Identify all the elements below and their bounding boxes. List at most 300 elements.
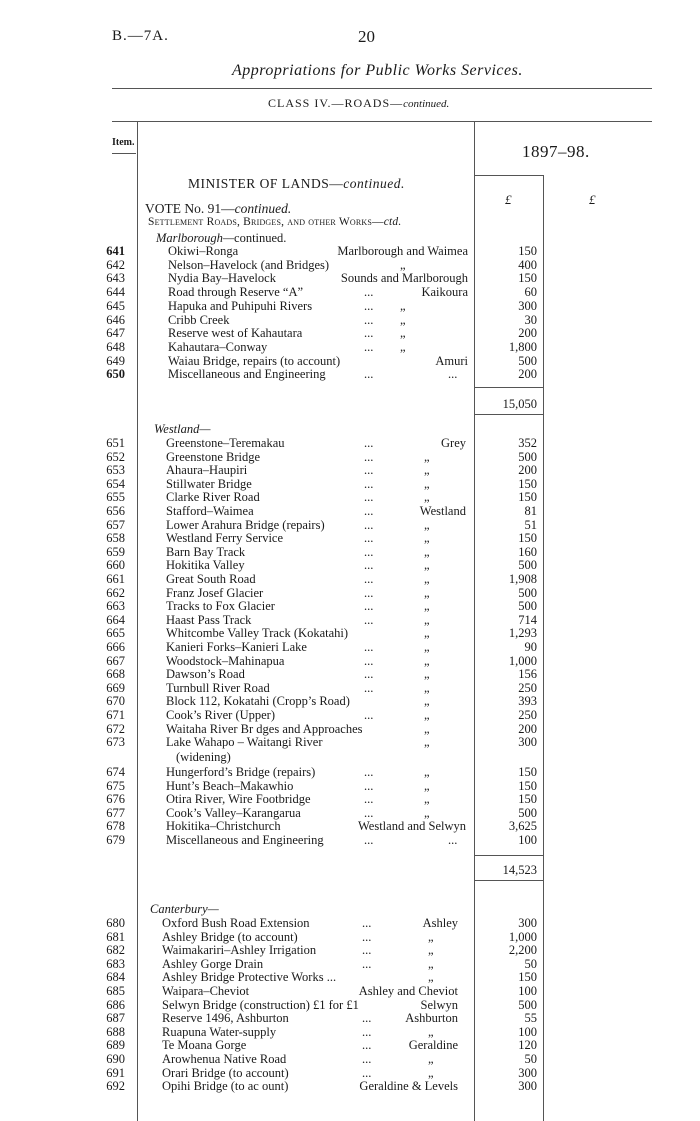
item-number: 678	[106, 819, 125, 834]
item-description: Franz Josef Glacier	[166, 585, 264, 600]
item-description: Westland Ferry Service	[166, 531, 284, 546]
item-amount: 100	[518, 1024, 537, 1039]
leader-dots: ...	[364, 504, 374, 518]
item-description: Kanieri Forks–Kanieri Lake	[166, 640, 307, 654]
item-description: Ahaura–Haupiri	[166, 463, 248, 478]
page-title: Appropriations for Public Works Services.	[232, 62, 523, 79]
item-description: Hapuka and Puhipuhi Rivers	[168, 298, 313, 313]
leader-dots: ...	[364, 708, 374, 722]
item-number: 642	[106, 257, 125, 272]
table-row	[0, 477, 700, 491]
electorate: „	[424, 531, 430, 546]
vote-heading-main: VOTE No. 91—	[145, 201, 235, 216]
item-amount: 250	[518, 708, 537, 722]
electorate: „	[424, 599, 430, 614]
item-description: Nydia Bay–Havelock	[168, 271, 276, 286]
item-description: Lake Wahapo – Waitangi River	[166, 735, 323, 750]
minister-heading-main: MINISTER OF LANDS—	[188, 176, 344, 191]
electorate: „	[424, 680, 430, 695]
item-amount: 500	[518, 353, 537, 368]
item-amount: 150	[518, 271, 537, 286]
item-number: 646	[106, 312, 125, 327]
table-row	[0, 463, 700, 477]
item-description: Woodstock–Mahinapua	[166, 653, 285, 668]
table-row	[0, 599, 700, 613]
item-amount: 500	[518, 449, 537, 464]
item-amount: 300	[518, 735, 537, 750]
item-description: Barn Bay Track	[166, 544, 246, 559]
item-amount: 1,000	[508, 653, 537, 668]
item-description: Waipara–Cheviot	[162, 984, 250, 998]
item-description: Greenstone–Teremakau	[166, 436, 285, 450]
table-row	[0, 735, 700, 749]
item-description: Hokitika Valley	[166, 558, 245, 573]
marlborough-subtotal-rule	[474, 387, 544, 388]
item-description: Waimakariri–Ashley Irrigation	[162, 943, 317, 958]
item-number: 683	[106, 956, 125, 971]
item-description: Waiau Bridge, repairs (to account)	[168, 353, 341, 368]
electorate: Geraldine & Levels	[359, 1079, 458, 1094]
item-number: 641	[106, 244, 125, 258]
electorate: „	[428, 1052, 434, 1066]
electorate: „	[400, 339, 406, 354]
table-row	[0, 244, 700, 258]
item-column-header: Item.	[112, 137, 135, 148]
item-number: 660	[106, 558, 125, 573]
table-row	[0, 765, 700, 779]
item-number: 684	[106, 970, 125, 985]
year-column-header: 1897–98.	[522, 142, 590, 161]
item-description: Block 112, Kokatahi (Cropp’s Road)	[166, 694, 350, 709]
item-description: Greenstone Bridge	[166, 449, 261, 464]
item-number: 658	[106, 531, 125, 546]
leader-dots: ...	[362, 1024, 372, 1039]
electorate: „	[424, 476, 430, 491]
item-number: 648	[106, 339, 125, 354]
item-amount: 150	[518, 490, 537, 505]
table-row	[0, 806, 700, 820]
item-description: Arowhenua Native Road	[162, 1052, 287, 1066]
table-row	[0, 930, 700, 944]
table-row	[0, 545, 700, 559]
item-number: 662	[106, 585, 125, 600]
table-row	[0, 1038, 700, 1052]
settlement-heading	[148, 216, 401, 228]
electorate: ...	[448, 367, 458, 382]
item-number: 663	[106, 599, 125, 614]
item-number: 689	[106, 1038, 125, 1053]
item-number: 668	[106, 667, 125, 682]
item-number: 655	[106, 490, 125, 505]
item-amount: 55	[524, 1011, 537, 1026]
leader-dots: ...	[364, 463, 374, 478]
table-row	[0, 708, 700, 722]
table-row	[0, 1025, 700, 1039]
item-description: Clarke River Road	[166, 490, 260, 505]
leader-dots: ...	[364, 531, 374, 546]
item-amount: 100	[518, 833, 537, 847]
item-description: Nelson–Havelock (and Bridges)	[168, 257, 330, 272]
pound-sign-1: £	[505, 192, 512, 207]
item-description: Hokitika–Christchurch	[166, 819, 281, 834]
item-amount: 1,908	[508, 572, 537, 586]
table-row	[0, 792, 700, 806]
item-amount: 400	[518, 257, 537, 272]
item-amount: 2,200	[508, 943, 537, 958]
electorate: „	[428, 956, 434, 971]
leader-dots: ...	[364, 599, 374, 614]
electorate: „	[428, 970, 434, 985]
electorate: „	[424, 653, 430, 668]
table-top-rule	[112, 121, 652, 122]
item-amount: 60	[524, 285, 537, 300]
item-number: 672	[106, 721, 125, 736]
leader-dots: ...	[364, 490, 374, 505]
electorate: „	[424, 765, 430, 779]
westland-total-rule	[474, 880, 544, 881]
item-description: Kahautara–Conway	[168, 339, 268, 354]
electorate: „	[424, 585, 430, 600]
electorate: „	[424, 463, 430, 478]
item-amount: 150	[518, 765, 537, 779]
electorate: „	[424, 544, 430, 559]
electorate: Sounds and Marlborough	[340, 271, 468, 286]
electorate: Selwyn	[420, 997, 458, 1012]
leader-dots: ...	[362, 1052, 372, 1066]
leader-dots: ...	[364, 544, 374, 559]
electorate: „	[428, 943, 434, 958]
leader-dots: ...	[364, 326, 374, 341]
table-row	[0, 626, 700, 640]
item-description: Cook’s River (Upper)	[166, 708, 276, 722]
item-number: 659	[106, 544, 125, 559]
item-number: 675	[106, 778, 125, 793]
item-amount: 150	[518, 244, 537, 258]
item-header-rule	[112, 153, 136, 154]
header-rule	[112, 88, 652, 89]
item-description: Cribb Creek	[168, 312, 230, 327]
item-description: Ashley Gorge Drain	[162, 956, 264, 971]
item-amount: 500	[518, 805, 537, 820]
item-description: Lower Arahura Bridge (repairs)	[166, 517, 325, 532]
leader-dots: ...	[362, 943, 372, 958]
leader-dots: ...	[364, 585, 374, 600]
row-673-continuation: (widening)	[176, 750, 231, 764]
year-rule	[474, 175, 544, 176]
table-row	[0, 722, 700, 736]
item-number: 677	[106, 805, 125, 820]
table-row	[0, 367, 700, 381]
electorate: „	[424, 708, 430, 722]
electorate: „	[424, 490, 430, 505]
vote-heading-cont: continued.	[234, 201, 292, 216]
item-description: Reserve 1496, Ashburton	[162, 1011, 289, 1026]
class-heading-main: CLASS IV.—ROADS—	[268, 96, 404, 110]
item-description: Haast Pass Track	[166, 612, 252, 627]
leader-dots: ...	[364, 653, 374, 668]
electorate: Ashley	[422, 916, 458, 930]
item-description: Ashley Bridge (to account)	[162, 929, 298, 944]
leader-dots: ...	[364, 805, 374, 820]
item-description: Stafford–Waimea	[166, 504, 254, 518]
item-number: 691	[106, 1065, 125, 1080]
item-amount: 200	[518, 326, 537, 341]
electorate: „	[400, 326, 406, 341]
table-row	[0, 833, 700, 847]
item-description: Te Moana Gorge	[162, 1038, 247, 1053]
table-row	[0, 285, 700, 299]
electorate: „	[424, 805, 430, 820]
electorate: „	[424, 778, 430, 793]
item-number: 671	[106, 708, 125, 722]
item-number: 650	[106, 367, 125, 382]
item-number: 674	[106, 765, 125, 779]
electorate: Marlborough and Waimea	[337, 244, 468, 258]
item-description: Hunt’s Beach–Makawhio	[166, 778, 294, 793]
electorate: „	[424, 517, 430, 532]
table-row	[0, 340, 700, 354]
table-row	[0, 819, 700, 833]
item-amount: 1,293	[508, 626, 537, 641]
item-description: Okiwi–Ronga	[168, 244, 239, 258]
item-amount: 90	[524, 640, 537, 654]
item-number: 690	[106, 1052, 125, 1066]
item-amount: 250	[518, 680, 537, 695]
item-amount: 300	[518, 1079, 537, 1094]
table-row	[0, 271, 700, 285]
table-row	[0, 586, 700, 600]
item-amount: 393	[518, 694, 537, 709]
item-amount: 300	[518, 916, 537, 930]
table-row	[0, 490, 700, 504]
table-row	[0, 1079, 700, 1093]
item-amount: 50	[524, 1052, 537, 1066]
item-number: 686	[106, 997, 125, 1012]
item-number: 692	[106, 1079, 125, 1094]
item-amount: 51	[524, 517, 537, 532]
table-row	[0, 957, 700, 971]
table-row	[0, 970, 700, 984]
table-row	[0, 779, 700, 793]
table-row	[0, 436, 700, 450]
table-row	[0, 558, 700, 572]
item-amount: 160	[518, 544, 537, 559]
item-number: 670	[106, 694, 125, 709]
item-description: Ashley Bridge Protective Works ...	[162, 970, 337, 985]
item-description: Whitcombe Valley Track (Kokatahi)	[166, 626, 349, 641]
leader-dots: ...	[364, 285, 374, 300]
leader-dots: ...	[364, 476, 374, 491]
table-row	[0, 572, 700, 586]
table-row	[0, 1052, 700, 1066]
table-row	[0, 984, 700, 998]
item-number: 669	[106, 680, 125, 695]
item-amount: 150	[518, 792, 537, 807]
leader-dots: ...	[364, 339, 374, 354]
electorate: „	[424, 792, 430, 807]
leader-dots: ...	[364, 572, 374, 586]
leader-dots: ...	[364, 517, 374, 532]
item-number: 682	[106, 943, 125, 958]
item-amount: 500	[518, 585, 537, 600]
table-row	[0, 654, 700, 668]
leader-dots: ...	[364, 312, 374, 327]
item-number: 654	[106, 476, 125, 491]
item-amount: 150	[518, 476, 537, 491]
leader-dots: ...	[362, 1011, 372, 1026]
item-amount: 150	[518, 778, 537, 793]
item-amount: 714	[518, 612, 537, 627]
leader-dots: ...	[362, 1065, 372, 1080]
item-description: Selwyn Bridge (construction) £1 for £1	[162, 997, 359, 1012]
class-heading-cont: continued.	[403, 98, 450, 110]
table-row	[0, 694, 700, 708]
item-number: 652	[106, 449, 125, 464]
table-row	[0, 640, 700, 654]
vote-heading	[145, 201, 291, 217]
electorate: „	[424, 626, 430, 641]
item-description: Cook’s Valley–Karangarua	[166, 805, 301, 820]
electorate: „	[424, 572, 430, 586]
item-description: Road through Reserve “A”	[168, 285, 304, 300]
table-row	[0, 531, 700, 545]
item-amount: 156	[518, 667, 537, 682]
table-row	[0, 943, 700, 957]
item-number: 661	[106, 572, 125, 586]
item-number: 651	[106, 436, 125, 450]
electorate: „	[424, 612, 430, 627]
item-amount: 500	[518, 997, 537, 1012]
leader-dots: ...	[364, 298, 374, 313]
table-row	[0, 258, 700, 272]
item-amount: 30	[524, 312, 537, 327]
item-amount: 500	[518, 558, 537, 573]
table-row	[0, 916, 700, 930]
document-reference: B.—7A.	[112, 28, 169, 44]
electorate: „	[428, 1024, 434, 1039]
leader-dots: ...	[364, 436, 374, 450]
table-row	[0, 667, 700, 681]
item-amount: 50	[524, 956, 537, 971]
leader-dots: ...	[362, 929, 372, 944]
electorate: „	[400, 298, 406, 313]
table-row	[0, 299, 700, 313]
electorate: „	[400, 312, 406, 327]
leader-dots: ...	[364, 778, 374, 793]
item-number: 666	[106, 640, 125, 654]
item-description: Stillwater Bridge	[166, 476, 252, 491]
item-number: 680	[106, 916, 125, 930]
electorate: „	[428, 1065, 434, 1080]
electorate: „	[424, 667, 430, 682]
item-number: 679	[106, 833, 125, 847]
electorate: „	[424, 558, 430, 573]
table-row	[0, 354, 700, 368]
item-number: 647	[106, 326, 125, 341]
item-description: Dawson’s Road	[166, 667, 245, 682]
electorate: Ashley and Cheviot	[358, 984, 458, 998]
table-row	[0, 1011, 700, 1025]
table-row	[0, 1066, 700, 1080]
item-number: 664	[106, 612, 125, 627]
electorate: „	[424, 721, 430, 736]
marlborough-heading-cont: continued.	[234, 231, 287, 245]
item-number: 687	[106, 1011, 125, 1026]
item-number: 653	[106, 463, 125, 478]
item-number: 657	[106, 517, 125, 532]
item-amount: 100	[518, 984, 537, 998]
electorate: Grey	[441, 436, 466, 450]
table-row	[0, 613, 700, 627]
marlborough-total-rule	[474, 414, 544, 415]
item-description: Oxford Bush Road Extension	[162, 916, 310, 930]
settlement-heading-main: Settlement Roads, Bridges, and other Works—	[148, 216, 384, 228]
leader-dots: ...	[362, 1038, 372, 1053]
settlement-heading-cont: ctd.	[383, 216, 402, 228]
electorate: Kaikoura	[421, 285, 468, 300]
item-number: 667	[106, 653, 125, 668]
leader-dots: ...	[364, 833, 374, 847]
electorate: Ashburton	[405, 1011, 458, 1026]
item-description: Orari Bridge (to account)	[162, 1065, 289, 1080]
table-row	[0, 518, 700, 532]
item-number: 681	[106, 929, 125, 944]
item-amount: 200	[518, 721, 537, 736]
table-row	[0, 504, 700, 518]
item-amount: 300	[518, 1065, 537, 1080]
table-row	[0, 681, 700, 695]
electorate: Westland	[419, 504, 466, 518]
electorate: Geraldine	[408, 1038, 458, 1053]
leader-dots: ...	[364, 792, 374, 807]
leader-dots: ...	[362, 956, 372, 971]
leader-dots: ...	[364, 449, 374, 464]
item-number: 665	[106, 626, 125, 641]
electorate: „	[428, 929, 434, 944]
pound-sign-2: £	[589, 192, 596, 207]
marlborough-total: 15,050	[502, 397, 537, 411]
item-amount: 1,800	[508, 339, 537, 354]
table-row	[0, 313, 700, 327]
item-description: Great South Road	[166, 572, 256, 586]
leader-dots: ...	[364, 640, 374, 654]
item-description: Miscellaneous and Engineering	[166, 833, 324, 847]
item-number: 644	[106, 285, 125, 300]
leader-dots: ...	[364, 765, 374, 779]
item-amount: 200	[518, 367, 537, 382]
item-amount: 150	[518, 970, 537, 985]
item-amount: 81	[524, 504, 537, 518]
item-amount: 120	[518, 1038, 537, 1053]
electorate: ...	[448, 833, 458, 847]
item-description: Opihi Bridge (to ac ount)	[162, 1079, 289, 1094]
item-amount: 300	[518, 298, 537, 313]
item-number: 676	[106, 792, 125, 807]
item-number: 685	[106, 984, 125, 998]
item-description: Tracks to Fox Glacier	[166, 599, 275, 614]
page-number: 20	[358, 27, 375, 46]
item-amount: 3,625	[508, 819, 537, 834]
electorate: „	[424, 735, 430, 750]
item-amount: 1,000	[508, 929, 537, 944]
electorate: „	[424, 449, 430, 464]
westland-total: 14,523	[502, 863, 537, 877]
item-description: Ruapuna Water-supply	[162, 1024, 277, 1039]
leader-dots: ...	[364, 680, 374, 695]
minister-heading	[188, 176, 405, 192]
item-description: Reserve west of Kahautara	[168, 326, 303, 341]
item-number: 643	[106, 271, 125, 286]
